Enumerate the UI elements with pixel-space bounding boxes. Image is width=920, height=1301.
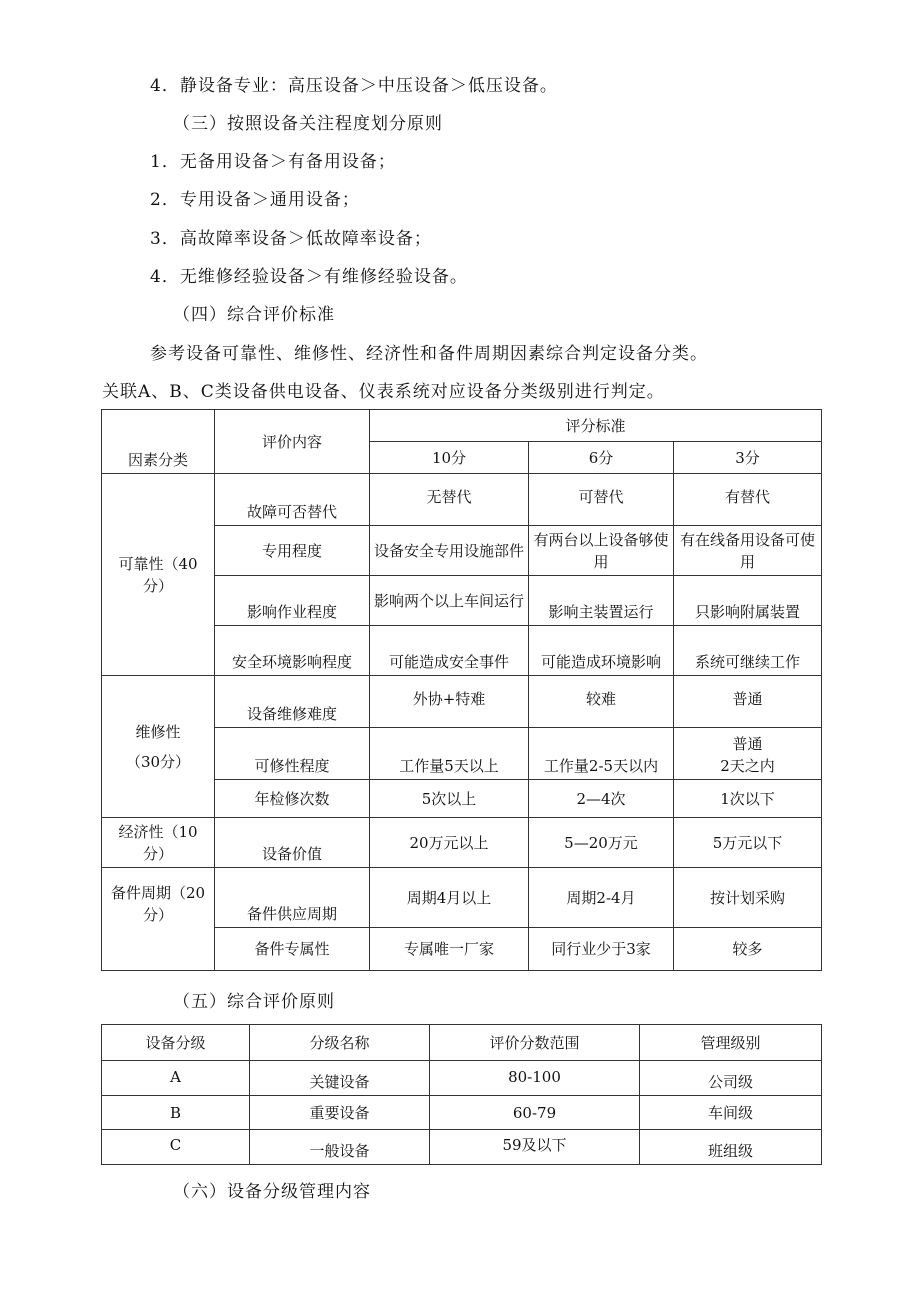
paragraph-related: 关联A、B、C类设备供电设备、仪表系统对应设备分类级别进行判定。 <box>102 382 665 402</box>
header-standard: 评分标准 <box>370 410 822 442</box>
cell: 工作量5天以上 <box>370 728 529 780</box>
list-item-1: 1．无备用设备＞有备用设备； <box>150 152 396 172</box>
cell: 只影响附属装置 <box>674 576 822 626</box>
cell: 影响两个以上车间运行 <box>370 576 529 626</box>
management-level-cell: 车间级 <box>640 1096 822 1130</box>
header-management-level: 管理级别 <box>640 1025 822 1061</box>
cell: 专属唯一厂家 <box>370 928 529 971</box>
item-repairability: 可修性程度 <box>215 728 370 780</box>
cell: 周期2-4月 <box>529 868 674 928</box>
cell: 同行业少于3家 <box>529 928 674 971</box>
header-factor: 因素分类 <box>102 410 215 474</box>
cell: 工作量2-5天以内 <box>529 728 674 780</box>
cell: 无替代 <box>370 474 529 526</box>
cell-line: 2天之内 <box>720 757 775 775</box>
list-item-3: 3．高故障率设备＞低故障率设备； <box>150 229 432 249</box>
score-range-cell: 60-79 <box>430 1096 640 1130</box>
heading-evaluation-principle: （五）综合评价原则 <box>173 992 335 1012</box>
cell: 较多 <box>674 928 822 971</box>
grade-name-cell: 关键设备 <box>250 1061 430 1096</box>
header-score-6: 6分 <box>529 442 674 474</box>
grade-cell: C <box>102 1130 250 1165</box>
maintainability-points: （30分） <box>125 752 191 771</box>
cell: 设备安全专用设施部件 <box>370 526 529 576</box>
cell: 可能造成环境影响 <box>529 626 674 676</box>
cell: 20万元以上 <box>370 818 529 868</box>
grade-name-cell: 重要设备 <box>250 1096 430 1130</box>
cell: 有两台以上设备够使用 <box>529 526 674 576</box>
cell: 影响主装置运行 <box>529 576 674 626</box>
cell: 5万元以下 <box>674 818 822 868</box>
heading-comprehensive-standard: （四）综合评价标准 <box>173 305 335 325</box>
header-grade-name: 分级名称 <box>250 1025 430 1061</box>
list-item-4: 4．无维修经验设备＞有维修经验设备。 <box>150 267 468 287</box>
header-grade: 设备分级 <box>102 1025 250 1061</box>
line-static-equipment: 4．静设备专业：高压设备＞中压设备＞低压设备。 <box>150 76 558 96</box>
score-range-cell: 59及以下 <box>430 1130 640 1165</box>
header-score-3: 3分 <box>674 442 822 474</box>
cell: 系统可继续工作 <box>674 626 822 676</box>
factor-maintainability <box>102 676 215 818</box>
item-equipment-value: 设备价值 <box>215 818 370 868</box>
cell: 1次以下 <box>674 780 822 818</box>
maintainability-label: 维修性 <box>135 722 181 741</box>
cell: 有替代 <box>674 474 822 526</box>
item-spares-exclusivity: 备件专属性 <box>215 928 370 971</box>
factor-spares: 备件周期（20分） <box>102 868 215 971</box>
cell: 2—4次 <box>529 780 674 818</box>
paragraph-reference: 参考设备可靠性、维修性、经济性和备件周期因素综合判定设备分类。 <box>150 344 708 364</box>
cell-line: 普通 <box>732 735 763 753</box>
item-repair-difficulty: 设备维修难度 <box>215 676 370 728</box>
item-spares-supply: 备件供应周期 <box>215 868 370 928</box>
grade-cell: B <box>102 1096 250 1130</box>
item-operation-impact: 影响作业程度 <box>215 576 370 626</box>
evaluation-standard-table <box>101 409 822 971</box>
factor-reliability: 可靠性（40分） <box>102 474 215 676</box>
management-level-cell: 班组级 <box>640 1130 822 1165</box>
list-item-2: 2．专用设备＞通用设备； <box>150 190 360 210</box>
cell: 外协+特难 <box>370 676 529 728</box>
cell: 可能造成安全事件 <box>370 626 529 676</box>
item-safety-env: 安全环境影响程度 <box>215 626 370 676</box>
header-content: 评价内容 <box>215 410 370 474</box>
cell: 有在线备用设备可使用 <box>674 526 822 576</box>
score-range-cell: 80-100 <box>430 1061 640 1096</box>
header-score-10: 10分 <box>370 442 529 474</box>
cell: 按计划采购 <box>674 868 822 928</box>
cell: 5—20万元 <box>529 818 674 868</box>
grade-name-cell: 一般设备 <box>250 1130 430 1165</box>
cell: 可替代 <box>529 474 674 526</box>
header-score-range: 评价分数范围 <box>430 1025 640 1061</box>
item-annual-overhaul: 年检修次数 <box>215 780 370 818</box>
cell: 较难 <box>529 676 674 728</box>
cell: 5次以上 <box>370 780 529 818</box>
heading-grading-management: （六）设备分级管理内容 <box>173 1182 371 1202</box>
management-level-cell: 公司级 <box>640 1061 822 1096</box>
classification-table <box>101 1024 822 1165</box>
cell: 普通 <box>674 676 822 728</box>
item-dedication: 专用程度 <box>215 526 370 576</box>
cell: 周期4月以上 <box>370 868 529 928</box>
heading-attention-principle: （三）按照设备关注程度划分原则 <box>173 114 443 134</box>
item-fault-replace: 故障可否替代 <box>215 474 370 526</box>
factor-economy: 经济性（10分） <box>102 818 215 868</box>
cell <box>674 728 822 780</box>
grade-cell: A <box>102 1061 250 1096</box>
